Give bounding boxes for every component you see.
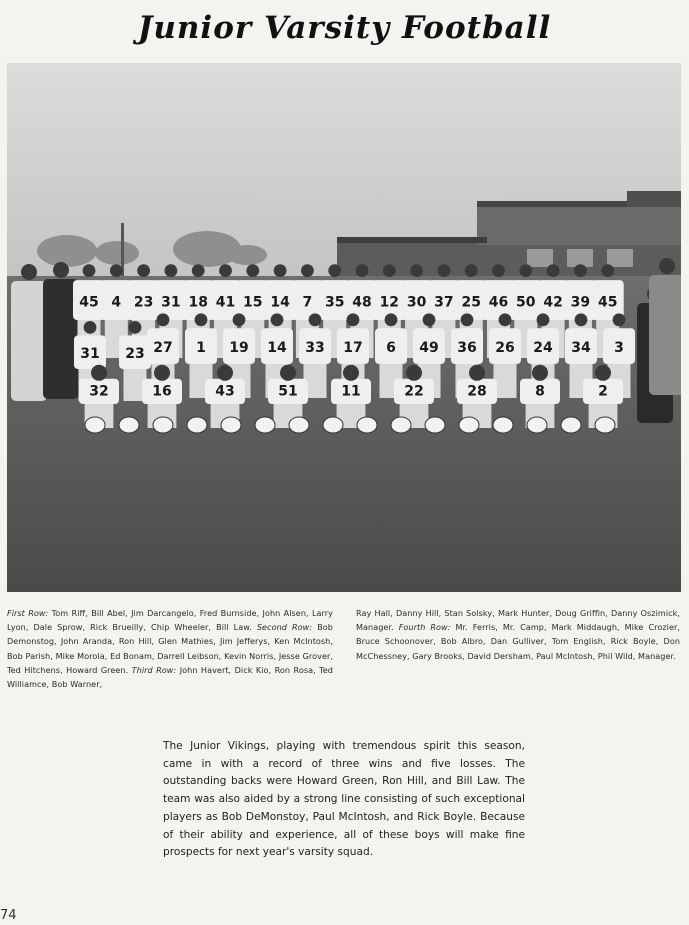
jersey-number: 35 (324, 294, 345, 311)
helmet (221, 417, 241, 433)
article-paragraph: The Junior Vikings, playing with tremendous spirit this season, came in with a record of three wins and five losses. The outstanding backs were Howard Green, Ron Hill, and Bill Law. The team was also aided by a strong line consisting of such exceptional players as Bob DeMonstoy, Paul McIntosh, and Rick Boyle. Because of their ability and experience, all of these boys will make fine prospects for next year's varsity squad. (163, 740, 525, 859)
jersey-number: 12 (379, 294, 400, 311)
jersey-number: 31 (161, 294, 181, 311)
team-photo (7, 63, 681, 592)
jersey-number: 28 (467, 383, 487, 400)
jersey-number: 1 (196, 340, 206, 357)
helmet (153, 417, 173, 433)
jersey-number: 14 (267, 340, 287, 357)
helmet (391, 417, 411, 433)
jersey-number: 45 (597, 294, 618, 311)
jersey-number: 49 (419, 340, 439, 357)
jersey-number: 30 (406, 294, 427, 311)
coach (11, 264, 47, 401)
caption-left (7, 606, 333, 691)
jersey-number: 16 (152, 383, 172, 400)
jersey-number: 3 (614, 340, 624, 357)
jersey-number: 27 (153, 340, 173, 357)
caption-row-label: Fourth Row: (398, 622, 451, 633)
helmet (255, 417, 275, 433)
jersey-number: 17 (343, 340, 363, 357)
jersey-number: 4 (111, 294, 122, 311)
jersey-number: 33 (305, 340, 325, 357)
jersey-number: 36 (457, 340, 477, 357)
caption-row-names: Ray Hall, Danny Hill, Stan Solsky, Mark Hunter, Doug Griffin, Danny Oszimick, Manager. (356, 608, 680, 633)
jersey-number: 42 (543, 294, 563, 311)
jersey-number: 34 (571, 340, 591, 357)
helmet (357, 417, 377, 433)
jersey-number: 15 (243, 294, 263, 311)
caption-row-names: Bob Demonstog, John Aranda, Ron Hill, Glen Mathies, Jim Jefferys, Ken McIntosh, Bob Parish, Mike Morola, Ed Bonam, Darrell Leibson, Kevin Norris, Jesse Grover, Ted Hitchens, Howard Green. (7, 622, 333, 675)
jersey-number: 32 (89, 383, 109, 400)
helmet (527, 417, 547, 433)
helmet (119, 417, 139, 433)
page-number: 74 (0, 908, 17, 923)
manager (649, 258, 681, 395)
jersey-number: 18 (188, 294, 208, 311)
jersey-number: 45 (79, 294, 99, 311)
helmet (289, 417, 309, 433)
helmet (561, 417, 581, 433)
jersey-number: 23 (133, 294, 154, 311)
jersey-number: 26 (495, 340, 515, 357)
caption-row-names: Mr. Ferris, Mr. Camp, Mark Middaugh, Mike Crozier, Bruce Schoonover, Bob Albro, Dan Gulliver, Tom English, Rick Boyle, Don McChessney, Gary Brooks, David Dersham, Paul McIntosh, Phil Wild, Manager. (356, 622, 680, 661)
jersey-number: 25 (461, 294, 481, 311)
jersey-number: 31 (80, 345, 100, 362)
jersey-number: 19 (229, 340, 249, 357)
page-title: Junior Varsity Football (137, 10, 552, 46)
helmet (425, 417, 445, 433)
jersey-number: 22 (404, 383, 424, 400)
helmet (323, 417, 343, 433)
caption-row-label: Second Row: (256, 622, 313, 633)
caption-row-names: John Havert, Dick Kio, Ron Rosa, Ted Williamce, Bob Warner, (7, 664, 333, 690)
jersey-number: 14 (270, 294, 290, 311)
helmet (85, 417, 105, 433)
helmet (459, 417, 479, 433)
caption-row-names: Tom Riff, Bill Abel, Jim Darcangelo, Fred Burnside, John Alsen, Larry Lyon, Dale Sprow, Rick Brueilly, Chip Wheeler, Bill Law. (7, 608, 333, 633)
jersey-number: 6 (386, 340, 396, 357)
helmet (493, 417, 513, 433)
jersey-number: 23 (125, 345, 145, 362)
jersey-number: 11 (341, 383, 361, 400)
jersey-number: 24 (533, 340, 553, 357)
jersey-number: 8 (535, 383, 545, 400)
caption-row-label: Third Row: (131, 664, 177, 675)
jersey-number: 41 (215, 294, 236, 311)
team-photo-illustration (7, 63, 681, 592)
jersey-number: 43 (215, 383, 235, 400)
jersey-number: 7 (302, 294, 313, 311)
jersey-number: 50 (516, 294, 536, 311)
jersey-number: 39 (570, 294, 591, 311)
jersey-number: 37 (434, 294, 454, 311)
caption-right (356, 606, 680, 663)
jersey-number: 2 (598, 383, 608, 400)
jersey-number: 51 (278, 383, 298, 400)
helmet (595, 417, 615, 433)
jersey-number: 46 (488, 294, 509, 311)
caption-row-label: First Row: (7, 608, 49, 618)
jersey-number: 48 (352, 294, 372, 311)
helmet (187, 417, 207, 433)
